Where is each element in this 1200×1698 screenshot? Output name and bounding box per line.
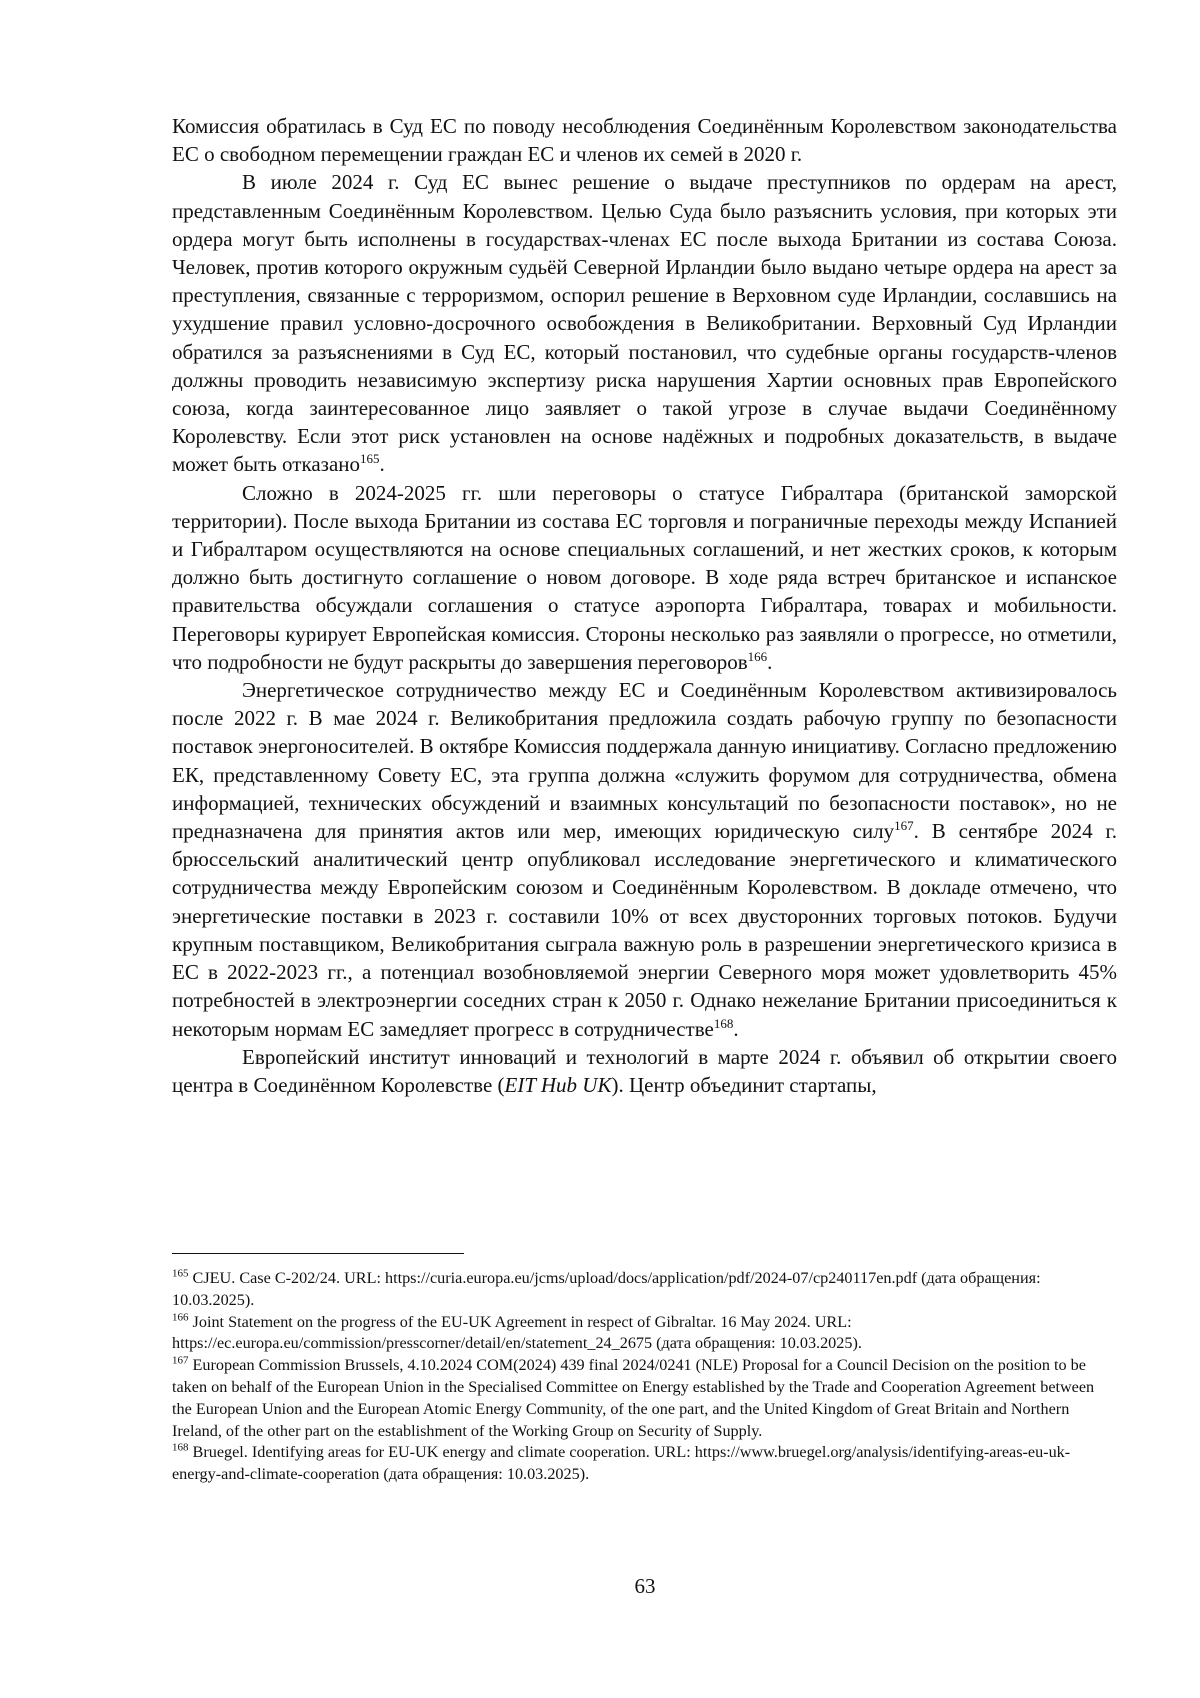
footnote-text: Bruegel. Identifying areas for EU-UK energy and climate cooperation. URL: https://www.bruegel.org/analysis/identifying-areas-eu-uk-energy-and-climate-cooperation (дата обращения: 10.03.2025).: [172, 1443, 1071, 1484]
eit-hub-uk-italic: EIT Hub UK: [504, 1072, 612, 1097]
paragraph-2-end: .: [379, 452, 385, 477]
paragraph-4-end: .: [733, 1016, 739, 1041]
paragraph-5-text-continued: ). Центр объединит стартапы,: [611, 1072, 877, 1097]
footnote-ref-167[interactable]: 167: [894, 818, 914, 834]
paragraph-2-text: В июле 2024 г. Суд ЕС вынес решение о выдаче преступников по ордерам на арест, представленным Соединённым Королевством. Целью Суда было разъяснить условия, при которых эти ордера могут быть исполнены в государствах-членах ЕС после выхода Британии из состава Союза. Человек, против которого окружным судьёй Северной Ирландии было выдано четыре ордера на арест за преступления, связанные с терроризмом, оспорил решение в Верховном суде Ирландии, сославшись на ухудшение правил условно-досрочного освобождения в Великобритании. Верховный Суд Ирландии обратился за разъяснениями в Суд ЕС, который постановил, что судебные органы государств-членов должны проводить независимую экспертизу риска нарушения Хартии основных прав Европейского союза, когда заинтересованное лицо заявляет о такой угрозе в случае выдачи Соединённому Королевству. Если этот риск установлен на основе надёжных и подробных доказательств, в выдаче может быть отказано: [172, 170, 1117, 477]
footnote-number: 167: [172, 1354, 189, 1367]
footnote-number: 165: [172, 1267, 189, 1280]
page-number: 63: [634, 1574, 656, 1598]
paragraph-3: [172, 479, 1117, 676]
paragraph-3-end: .: [767, 649, 773, 674]
paragraph-4-text: Энергетическое сотрудничество между ЕС и Соединённым Королевством активизировалось после 2022 г. В мае 2024 г. Великобритания предложила создать рабочую группу по безопасности поставок энергоносителей. В октябре Комиссия поддержала данную инициативу. Согласно предложению ЕК, представленному Совету ЕС, эта группа должна «служить форумом для сотрудничества, обмена информацией, технических обсуждений и взаимных консультаций по безопасности поставок», но не предназначена для принятия актов или мер, имеющих юридическую силу: [172, 678, 1117, 844]
footnotes: [172, 1268, 1117, 1486]
paragraph-4: [172, 676, 1117, 1043]
paragraph-3-text: Сложно в 2024-2025 гг. шли переговоры о статусе Гибралтара (британской заморской территории). После выхода Британии из состава ЕС торговля и пограничные переходы между Испанией и Гибралтаром осуществляются на основе специальных соглашений, и нет жестких сроков, к которым должно быть достигнуто соглашение о новом договоре. В ходе ряда встреч британское и испанское правительства обсуждали соглашения о статусе аэропорта Гибралтара, товарах и мобильности. Переговоры курирует Европейская комиссия. Стороны несколько раз заявляли о прогрессе, но отметили, что подробности не будут раскрыты до завершения переговоров: [172, 480, 1117, 674]
footnote-168: [172, 1442, 1117, 1486]
footnote-165: [172, 1268, 1117, 1312]
footnote-text: Joint Statement on the progress of the EU-UK Agreement in respect of Gibraltar. 16 May 2024. URL: https://ec.europa.eu/commission/presscorner/detail/en/statement_24_2675 (дата обращения: 10.03.2025).: [172, 1312, 862, 1353]
footnote-ref-166[interactable]: 166: [747, 648, 768, 664]
footnote-166: [172, 1312, 1117, 1356]
footnote-167: [172, 1355, 1117, 1442]
main-text: [172, 112, 1117, 1099]
paragraph-5: [172, 1043, 1117, 1099]
footnote-text: European Commission Brussels, 4.10.2024 COM(2024) 439 final 2024/0241 (NLE) Proposal for a Council Decision on the position to be taken on behalf of the European Union in the Specialised Committee on Energy established by the Trade and Cooperation Agreement between the European Union and the European Atomic Energy Community, of the one part, and the United Kingdom of Great Britain and Northern Ireland, of the other part on the establishment of the Working Group on Security of Supply.: [172, 1356, 1095, 1440]
paragraph-5-text: Европейский институт инноваций и технологий в марте 2024 г. объявил об открытии своего центра в Соединённом Королевстве (: [172, 1044, 1117, 1097]
paragraph-4-text-continued: . В сентябре 2024 г. брюссельский аналитический центр опубликовал исследование энергетического и климатического сотрудничества между Европейским союзом и Соединённым Королевством. В докладе отмечено, что энергетические поставки в 2023 г. составили 10% от всех двусторонних торговых потоков. Будучи крупным поставщиком, Великобритания сыграла важную роль в разрешении энергетического кризиса в ЕС в 2022-2023 гг., а потенциал возобновляемой энергии Северного моря может удовлетворить 45% потребностей в электроэнергии соседних стран к 2050 г. Однако нежелание Британии присоединиться к некоторым нормам ЕС замедляет прогресс в сотрудничестве: [172, 819, 1117, 1041]
footnote-number: 168: [172, 1441, 189, 1454]
paragraph-2: [172, 168, 1117, 478]
footnote-ref-168[interactable]: 168: [713, 1015, 734, 1031]
footnote-separator: [172, 1253, 464, 1254]
paragraph-1: [172, 112, 1117, 168]
footnote-text: CJEU. Case C-202/24. URL: https://curia.europa.eu/jcms/upload/docs/application/pdf/2024-07/cp240117en.pdf (дата обращения: 10.03.2025).: [172, 1269, 1041, 1309]
paragraph-1-text: Комиссия обратилась в Суд ЕС по поводу несоблюдения Соединённым Королевством законодательства ЕС о свободном перемещении граждан ЕС и членов их семей в 2020 г.: [172, 114, 1117, 167]
footnote-ref-165[interactable]: 165: [360, 451, 380, 467]
footnote-number: 166: [172, 1311, 189, 1324]
